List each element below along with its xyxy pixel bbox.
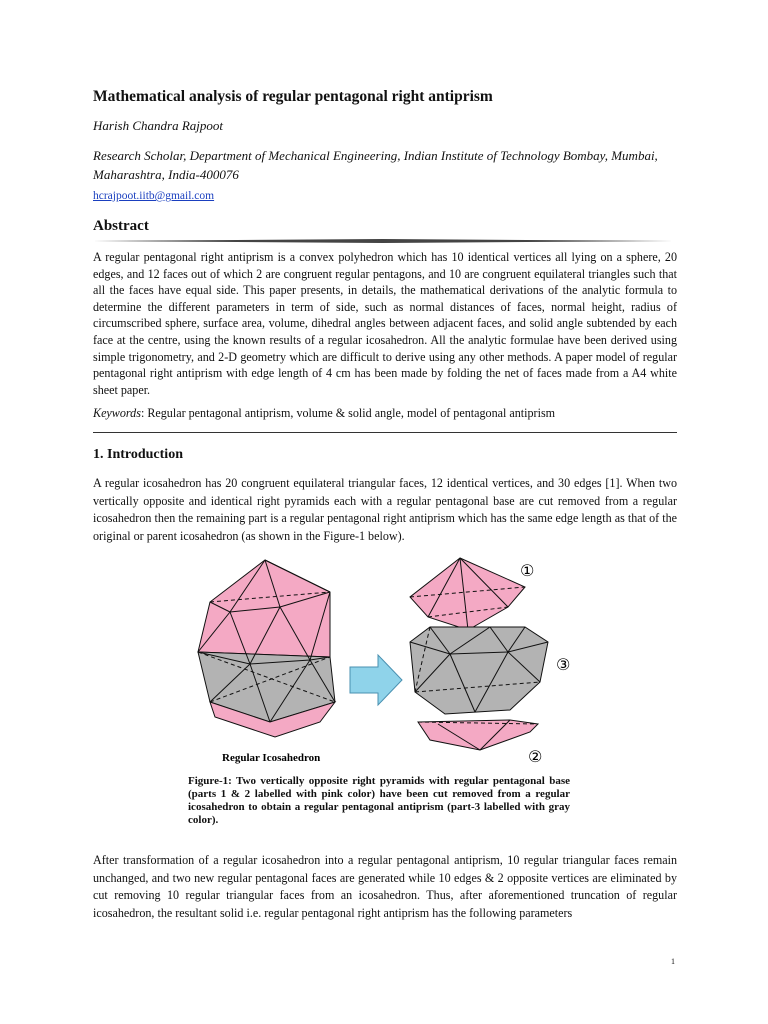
page-number: 1 <box>671 957 675 966</box>
part-2-bottom-pyramid <box>418 720 538 750</box>
keywords-line <box>93 406 677 421</box>
abstract-heading: Abstract <box>93 218 149 234</box>
abstract-body: A regular pentagonal right antiprism is a convex polyhedron which has 10 identical vertices all lying on a sphere, 20 edges, and 12 faces out of which 2 are congruent regular pentagons, and 10 are congruent equilateral triangles such that all the faces have equal side. This paper presents, in details, the mathematical derivations of the analytic formula to determine the different parameters in term of side, such as normal distances of faces, normal height, radius of circumscribed sphere, surface area, volume, dihedral angles between adjacent faces, and solid angle subtended by each face at the centre, using the known results of a regular icosahedron. All the analytic formulae have been derived using simple trigonometry, and 2-D geometry which are difficult to derive using any other methods. A paper model of regular pentagonal right antiprism with edge length of 4 cm has been made by folding the net of faces made from a A4 white sheet paper. <box>93 250 677 397</box>
paper-title: Mathematical analysis of regular pentagonal right antiprism <box>93 88 493 105</box>
part-1-top-pyramid <box>410 558 525 630</box>
part-3-antiprism <box>410 627 548 714</box>
author-affiliation: Research Scholar, Department of Mechanical Engineering, Indian Institute of Technology Bombay, Mumbai, Maharashtra, India-400076 <box>93 148 658 182</box>
icosahedron-illustration <box>198 560 335 737</box>
figure-1 <box>190 552 590 772</box>
part-3-label: ③ <box>556 655 571 674</box>
keywords-label: Keywords <box>93 406 141 420</box>
author-name: Harish Chandra Rajpoot <box>93 118 224 133</box>
figure-1-caption: Figure-1: Two vertically opposite right pyramids with regular pentagonal base (parts 1 & 2 labelled with pink color) have been cut removed from a regular icosahedron to obtain a regular pentagonal antiprism (part-3 labelled with gray color). <box>188 775 570 826</box>
abstract-divider <box>93 239 673 243</box>
author-email-link[interactable]: hcrajpoot.iitb@gmail.com <box>93 190 215 202</box>
part-1-label: ① <box>520 561 535 580</box>
body-paragraph-after-figure: After transformation of a regular icosahedron into a regular pentagonal antiprism, 10 regular triangular faces remain unchanged, and two new regular pentagonal faces are generated while 10 edges & 2 opposite vertices are eliminated by cut removing 10 regular triangular faces from an icosahedron. Thus, after aforementioned truncation of regular icosahedron, the resultant solid i.e. regular pentagonal right antiprism has the following parameters <box>93 853 677 920</box>
bottom-pyramid-fill <box>418 720 538 750</box>
section-divider <box>93 432 677 433</box>
intro-heading: 1. Introduction <box>93 447 183 462</box>
transform-arrow <box>350 655 402 705</box>
intro-body: A regular icosahedron has 20 congruent equilateral triangular faces, 12 identical vertices, and 30 edges [1]. When two vertically opposite and identical right pyramids each with a regular pentagonal base are cut removed from a regular icosahedron then the remaining part is a regular pentagonal right antiprism which has the same edge length as that of the original or parent icosahedron (as shown in the Figure-1 below). <box>93 476 677 543</box>
icosahedron-label: Regular Icosahedron <box>222 752 321 764</box>
keywords-text: : Regular pentagonal antiprism, volume & solid angle, model of pentagonal antiprism <box>140 406 556 420</box>
top-pyramid-fill <box>410 558 525 630</box>
part-2-label: ② <box>528 747 543 766</box>
